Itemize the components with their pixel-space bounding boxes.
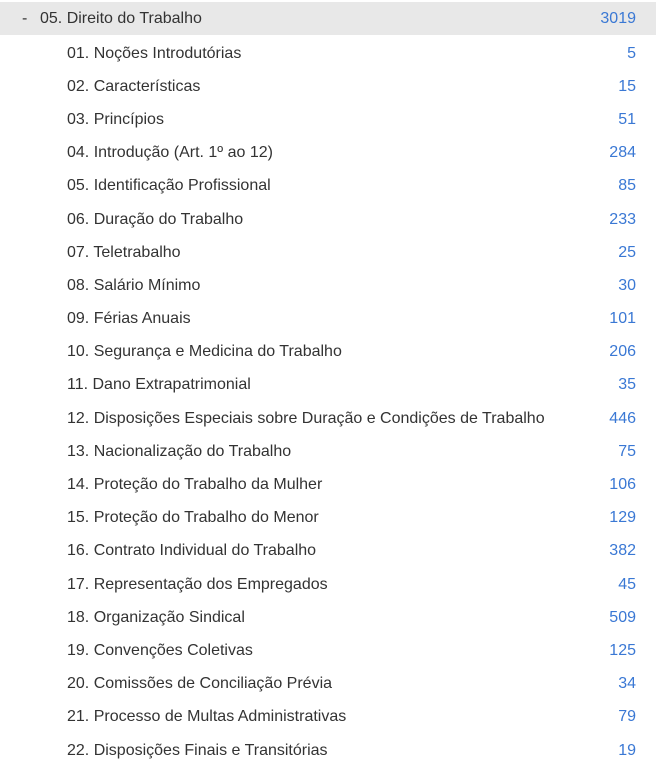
child-topic-label[interactable]: 04. Introdução (Art. 1º ao 12) — [67, 144, 273, 162]
child-topic-count: 85 — [618, 177, 636, 195]
tree-child-row[interactable] — [0, 137, 656, 170]
tree-child-row[interactable] — [0, 269, 656, 302]
child-topic-label[interactable]: 08. Salário Mínimo — [67, 276, 201, 294]
child-topic-count: 51 — [618, 110, 636, 128]
tree-child-row[interactable] — [0, 601, 656, 634]
child-topic-count: 509 — [609, 608, 636, 626]
tree-child-row[interactable] — [0, 535, 656, 568]
tree-child-row[interactable] — [0, 303, 656, 336]
child-topic-label[interactable]: 14. Proteção do Trabalho da Mulher — [67, 476, 323, 494]
child-topic-count: 5 — [627, 44, 636, 62]
child-topic-label[interactable]: 18. Organização Sindical — [67, 608, 245, 626]
child-topic-count: 101 — [609, 310, 636, 328]
child-topic-count: 125 — [609, 641, 636, 659]
child-topic-count: 446 — [609, 409, 636, 427]
child-topic-count: 106 — [609, 476, 636, 494]
child-topic-count: 129 — [609, 509, 636, 527]
parent-topic-label[interactable]: 05. Direito do Trabalho — [40, 9, 202, 27]
child-topic-label[interactable]: 16. Contrato Individual do Trabalho — [67, 542, 317, 560]
child-topic-label[interactable]: 22. Disposições Finais e Transitórias — [67, 741, 328, 759]
child-topic-label[interactable]: 20. Comissões de Conciliação Prévia — [67, 675, 333, 693]
child-topic-label[interactable]: 17. Representação dos Empregados — [67, 575, 328, 593]
tree-child-row[interactable] — [0, 734, 656, 767]
tree-child-row[interactable] — [0, 37, 656, 70]
tree-child-row[interactable] — [0, 402, 656, 435]
child-topic-label[interactable]: 10. Segurança e Medicina do Trabalho — [67, 343, 342, 361]
child-topic-label[interactable]: 19. Convenções Coletivas — [67, 641, 253, 659]
tree-child-row[interactable] — [0, 336, 656, 369]
child-topic-label[interactable]: 21. Processo de Multas Administrativas — [67, 708, 347, 726]
child-topic-count: 45 — [618, 575, 636, 593]
tree-child-row[interactable] — [0, 236, 656, 269]
child-topic-count: 382 — [609, 542, 636, 560]
tree-child-row[interactable] — [0, 701, 656, 734]
tree-child-row[interactable] — [0, 170, 656, 203]
child-topic-label[interactable]: 13. Nacionalização do Trabalho — [67, 442, 292, 460]
child-topic-label[interactable]: 05. Identificação Profissional — [67, 177, 271, 195]
tree-child-row[interactable] — [0, 634, 656, 667]
child-topic-count: 30 — [618, 276, 636, 294]
child-topic-count: 233 — [609, 210, 636, 228]
tree-child-row[interactable] — [0, 103, 656, 136]
child-topic-count: 25 — [618, 243, 636, 261]
child-topic-label[interactable]: 03. Princípios — [67, 110, 164, 128]
tree-child-row[interactable] — [0, 203, 656, 236]
tree-child-row[interactable] — [0, 70, 656, 103]
child-topic-count: 35 — [618, 376, 636, 394]
child-topic-label[interactable]: 15. Proteção do Trabalho do Menor — [67, 509, 319, 527]
tree-child-row[interactable] — [0, 502, 656, 535]
child-topic-label[interactable]: 11. Dano Extrapatrimonial — [67, 376, 251, 394]
child-topic-label[interactable]: 07. Teletrabalho — [67, 243, 181, 261]
child-topic-count: 284 — [609, 144, 636, 162]
child-topic-count: 75 — [618, 442, 636, 460]
tree-child-row[interactable] — [0, 468, 656, 501]
child-topic-label[interactable]: 06. Duração do Trabalho — [67, 210, 244, 228]
tree-parent-row[interactable] — [0, 2, 656, 35]
child-topic-count: 206 — [609, 343, 636, 361]
collapse-toggle-icon[interactable]: - — [22, 9, 28, 27]
child-topic-count: 15 — [618, 77, 636, 95]
child-topic-label[interactable]: 01. Noções Introdutórias — [67, 44, 242, 62]
child-topic-label[interactable]: 09. Férias Anuais — [67, 310, 191, 328]
child-topic-count: 19 — [618, 741, 636, 759]
tree-child-row[interactable] — [0, 668, 656, 701]
tree-child-row[interactable] — [0, 568, 656, 601]
tree-child-row[interactable] — [0, 435, 656, 468]
tree-child-row[interactable] — [0, 369, 656, 402]
child-topic-count: 79 — [618, 708, 636, 726]
child-topic-count: 34 — [618, 675, 636, 693]
child-topic-label[interactable]: 12. Disposições Especiais sobre Duração e Condições de Trabalho — [67, 409, 545, 427]
child-topic-label[interactable]: 02. Características — [67, 77, 201, 95]
parent-topic-count: 3019 — [600, 9, 636, 27]
